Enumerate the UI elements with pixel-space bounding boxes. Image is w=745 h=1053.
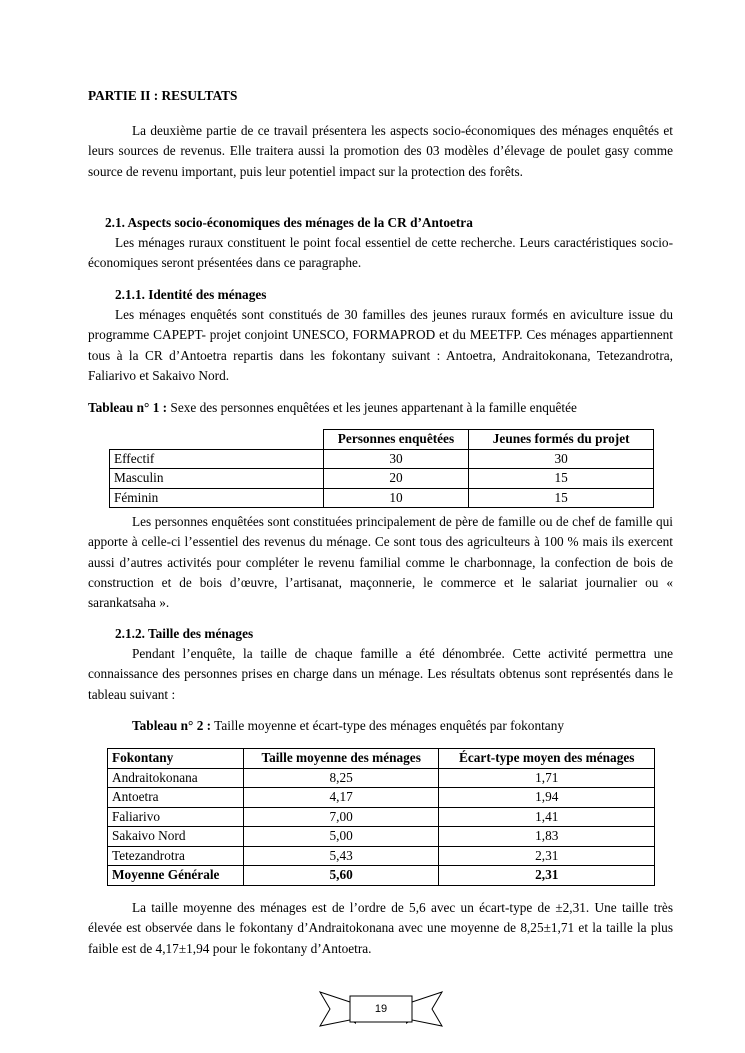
page-number-banner: [318, 990, 444, 1028]
section-2-1-1: [88, 285, 673, 386]
section-2-1-paragraph: Les ménages ruraux constituent le point focal essentiel de cette recherche. Leurs caractéristiques socio-économiques seront présentées dans ce paragraphe.: [88, 235, 673, 271]
section-2-1-2-paragraph: Pendant l’enquête, la taille de chaque famille a été dénombrée. Cette activité permettra une connaissance des personnes prises en charge dans un ménage. Les résultats obtenus sont représentés dans le tableau suivant :: [88, 646, 673, 702]
section-2-1-2: [88, 624, 673, 705]
table-cell: 30: [323, 449, 469, 469]
section-2-1-2-heading: 2.1.2. Taille des ménages: [115, 626, 254, 641]
table-1-caption-text: Sexe des personnes enquêtées et les jeunes appartenant à la famille enquêtée: [167, 400, 577, 415]
table-1-header-cell: Personnes enquêtées: [323, 430, 469, 450]
table-1-caption-label: Tableau n° 1 :: [88, 400, 168, 415]
page-number: 19: [374, 1003, 388, 1015]
table-2-header-cell: Écart-type moyen des ménages: [439, 749, 655, 769]
table-1-caption: [88, 398, 673, 418]
table-cell: Moyenne Générale: [108, 866, 244, 886]
table-cell: 1,41: [439, 807, 655, 827]
table-cell: 7,00: [243, 807, 439, 827]
table-total-row: [108, 866, 655, 886]
table-1-header-cell: [110, 430, 324, 450]
table-row: [108, 807, 655, 827]
table-2-header-cell: Taille moyenne des ménages: [243, 749, 439, 769]
table-cell: 20: [323, 469, 469, 489]
table-cell: 10: [323, 488, 469, 508]
after-table-1-paragraph: Les personnes enquêtées sont constituées principalement de père de famille ou de chef de famille qui apporte à celle-ci l’essentiel des revenus du ménage. Ce sont tous des agriculteurs à 100 % mais ils exercent aussi d’autres activités pour compléter le revenu familial comme le charbonnage, la confection de bois de construction et de bois d’œuvre, l’artisanat, maçonnerie, le commerce et le salariat journalier ou « sarankatsaha ».: [88, 514, 673, 611]
table-row: [108, 827, 655, 847]
table-1-header-cell: Jeunes formés du projet: [469, 430, 654, 450]
table-cell: Féminin: [110, 488, 324, 508]
section-2-1-1-paragraph: Les ménages enquêtés sont constitués de 30 familles des jeunes ruraux formés en aviculture issue du programme CAPEPT- projet conjoint UNESCO, FORMAPROD et du MEETFP. Ces ménages appartiennent tous à la CR d’Antoetra repartis dans les fokontany suivant : Antoetra, Andraitokonana, Tetezandrotra, Faliarivo et Sakaivo Nord.: [88, 307, 673, 383]
table-cell: 1,71: [439, 768, 655, 788]
table-2-caption: [88, 716, 673, 736]
table-cell: 5,00: [243, 827, 439, 847]
table-cell: 5,60: [243, 866, 439, 886]
table-cell: Andraitokonana: [108, 768, 244, 788]
table-1: [109, 429, 654, 508]
table-cell: 30: [469, 449, 654, 469]
table-cell: 15: [469, 469, 654, 489]
table-row: [108, 846, 655, 866]
conclusion-block: [88, 898, 673, 959]
table-2-caption-label: Tableau n° 2 :: [132, 718, 212, 733]
table-2-header-cell: Fokontany: [108, 749, 244, 769]
table-cell: 4,17: [243, 788, 439, 808]
table-cell: Tetezandrotra: [108, 846, 244, 866]
part-title: PARTIE II : RESULTATS: [88, 88, 238, 103]
table-cell: 8,25: [243, 768, 439, 788]
table-cell: 1,83: [439, 827, 655, 847]
table-cell: 2,31: [439, 846, 655, 866]
intro-block: [88, 121, 673, 182]
table-cell: 2,31: [439, 866, 655, 886]
table-cell: Effectif: [110, 449, 324, 469]
table-2-header-row: [108, 749, 655, 769]
table-cell: Antoetra: [108, 788, 244, 808]
table-row: [110, 469, 654, 489]
after-table-1: [88, 512, 673, 613]
section-2-1-heading: 2.1. Aspects socio-économiques des ménages de la CR d’Antoetra: [105, 215, 473, 230]
section-2-1-1-heading: 2.1.1. Identité des ménages: [115, 287, 267, 302]
table-row: [108, 788, 655, 808]
table-cell: 5,43: [243, 846, 439, 866]
table-cell: Sakaivo Nord: [108, 827, 244, 847]
table-2-caption-text: Taille moyenne et écart-type des ménages enquêtés par fokontany: [211, 718, 564, 733]
intro-paragraph: La deuxième partie de ce travail présentera les aspects socio-économiques des ménages enquêtés et leurs sources de revenus. Elle traitera aussi la promotion des 03 modèles d’élevage de poulet gasy comme source de revenu important, puis leur potentiel impact sur la protection des forêts.: [88, 123, 673, 179]
table-row: [110, 488, 654, 508]
table-2: [107, 748, 655, 886]
table-cell: 1,94: [439, 788, 655, 808]
table-row: [108, 768, 655, 788]
table-1-header-row: [110, 430, 654, 450]
table-cell: Masculin: [110, 469, 324, 489]
section-2-1: [88, 213, 673, 274]
table-cell: Faliarivo: [108, 807, 244, 827]
table-cell: 15: [469, 488, 654, 508]
table-row: [110, 449, 654, 469]
conclusion-paragraph: La taille moyenne des ménages est de l’ordre de 5,6 avec un écart-type de ±2,31. Une taille très élevée est observée dans le fokontany d’Andraitokonana avec une moyenne de 8,25±1,71 et la taille la plus faible est de 4,17±1,94 pour le fokontany d’Antoetra.: [88, 900, 673, 956]
